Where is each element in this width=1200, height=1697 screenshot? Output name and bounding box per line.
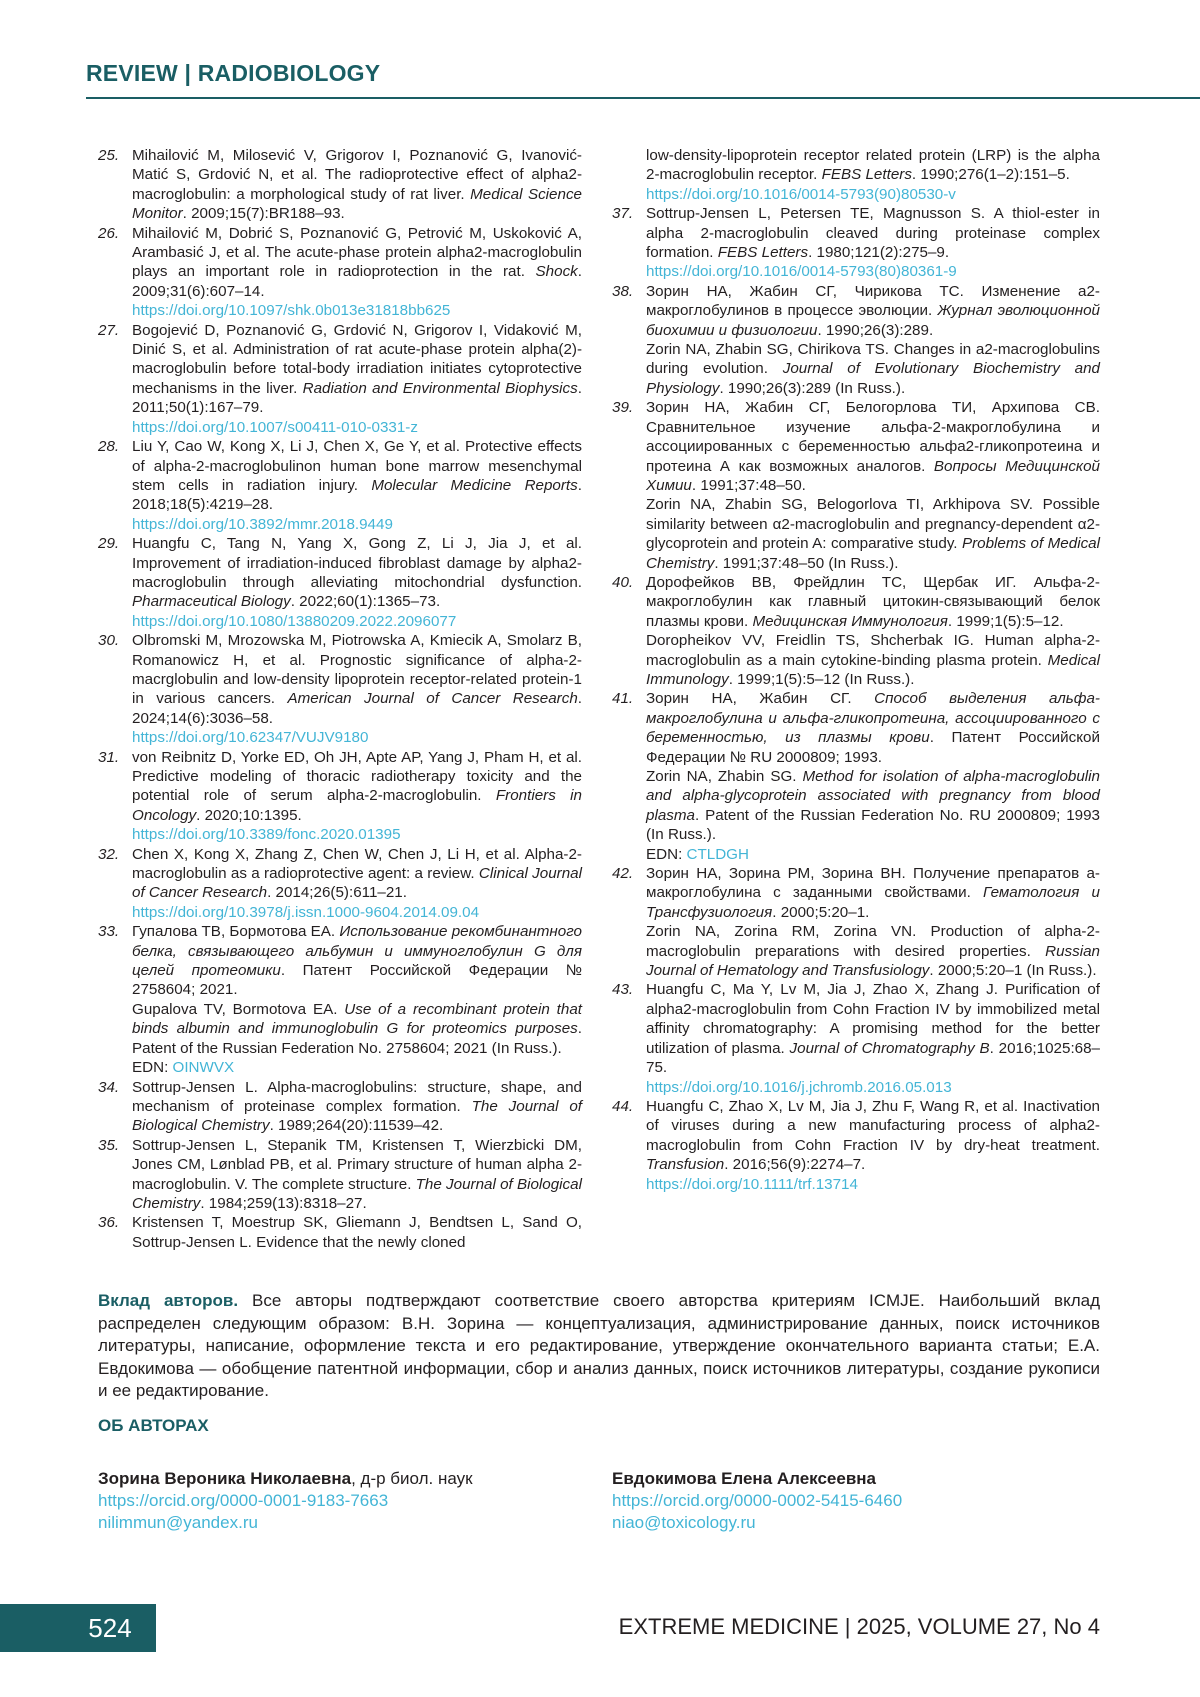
reference-number: 37. [612, 205, 634, 223]
reference-number: 29. [98, 535, 120, 553]
reference-number: 34. [98, 1078, 120, 1096]
reference-item [98, 845, 582, 923]
reference-text: Zorin NA, Zhabin SG, Chirikova TS. Changes in a2-macroglobulins during evolution. [646, 341, 1100, 378]
author-email-link[interactable]: nilimmun@yandex.ru [98, 1513, 258, 1532]
reference-text: low-density-lipoprotein receptor related protein (LRP) is the alpha 2-macroglobulin receptor. [646, 147, 1100, 184]
reference-source: Radiation and Environmental Biophysics [302, 379, 578, 397]
reference-source: Медицинская Иммунология [752, 612, 948, 630]
author-card [612, 1468, 902, 1534]
reference-source: Frontiers in Oncology [132, 787, 582, 824]
page-number-box [0, 1604, 156, 1652]
reference-item [98, 146, 582, 224]
author-orcid-link[interactable]: https://orcid.org/0000-0002-5415-6460 [612, 1491, 903, 1510]
reference-source: FEBS Letters [821, 166, 912, 184]
reference-link[interactable]: https://doi.org/10.1007/s00411-010-0331-z [132, 418, 418, 436]
reference-text: . 2011;50(1):167–79. [132, 379, 582, 417]
reference-item [612, 398, 1100, 573]
contribution-text: Все авторы подтверждают соответствие своего авторства критериям ICMJE. Наибольший вклад распределен следующим образом: В.Н. Зорина — концептуализация, администрирование данных, поиск источников литературы, написание, оформление текста и его редактирование, утверждение окончательного варианта статьи; Е.А. Евдокимова — обобщение патентной информации, сбор и анализ данных, поиск источников литературы, создание рукописи и ее редактирование. [98, 1291, 1100, 1401]
reference-link[interactable]: https://doi.org/10.3389/fonc.2020.01395 [132, 826, 401, 844]
reference-link[interactable]: https://doi.org/10.62347/VUJV9180 [132, 729, 369, 747]
reference-source: Journal of Chromatography B [789, 1039, 990, 1057]
reference-item [612, 689, 1100, 864]
reference-item [98, 922, 582, 1077]
reference-number: 28. [98, 438, 120, 456]
reference-text: Bogojević D, Poznanović G, Grdović N, Grigorov I, Vidaković M, Dinić S, et al. Administration of rat acute-phase protein alpha(2)-macroglobulin before total-body irradiation initiates cytoprotective mechanisms in the liver. [132, 321, 582, 397]
reference-source: Способ выделения альфа-макроглобулина и альфа-гликопротеина, ассоциированного с беременностью, из плазмы крови [646, 690, 1100, 747]
reference-item [612, 573, 1100, 689]
reference-text: EDN: [132, 1059, 173, 1077]
contribution-label: Вклад авторов. [98, 1291, 239, 1310]
reference-link[interactable]: https://doi.org/10.1080/13880209.2022.2096077 [132, 612, 457, 630]
reference-text: . 1990;26(3):289. [817, 321, 934, 339]
reference-text: Mihailović M, Dobrić S, Poznanović G, Petrović M, Uskoković A, Arambasić J, et al. The acute-phase protein alpha2-macroglobulin plays an important role in radioprotection in the rat. [132, 224, 582, 281]
reference-item [98, 1078, 582, 1136]
reference-source: Problems of Medical Chemistry [646, 535, 1100, 572]
author-degree: , д-р биол. наук [351, 1469, 473, 1488]
reference-source: Journal of Evolutionary Biochemistry and Physiology [646, 360, 1101, 397]
reference-text: . Патент Российской Федерации № RU 2000809; 1993. [646, 729, 1100, 766]
reference-text: . 1990;26(3):289 (In Russ.). [719, 379, 906, 397]
reference-source: American Journal of Cancer Research [287, 690, 578, 708]
author-card [98, 1468, 473, 1534]
reference-text: Mihailović M, Milosević V, Grigorov I, Poznanović G, Ivanović-Matić S, Grdović N, et al. The radioprotective effect of alpha2-macroglobulin: a morphological study of rat liver. [132, 147, 582, 203]
about-authors-heading: ОБ АВТОРАХ [98, 1416, 209, 1435]
reference-text: . 1984;259(13):8318–27. [200, 1194, 367, 1212]
author-email-link[interactable]: niao@toxicology.ru [612, 1513, 756, 1532]
reference-text: . 1999;1(5):5–12 (In Russ.). [728, 670, 915, 688]
reference-source: Гематология и Трансфузиология [646, 884, 1100, 921]
references-right-column [612, 146, 1100, 1194]
reference-text: . 2024;14(6):3036–58. [132, 690, 582, 727]
reference-item [98, 224, 582, 321]
reference-number: 27. [98, 321, 120, 339]
reference-text: Chen X, Kong X, Zhang Z, Chen W, Chen J, Li H, et al. Alpha-2-macroglobulin as a radioprotective agent: a review. [132, 845, 582, 883]
reference-number: 41. [612, 690, 634, 708]
author-orcid-link[interactable]: https://orcid.org/0000-0001-9183-7663 [98, 1491, 389, 1510]
reference-link[interactable]: https://doi.org/10.1111/trf.13714 [646, 1175, 858, 1193]
reference-item [612, 980, 1100, 1096]
reference-number: 39. [612, 399, 634, 417]
reference-source: Molecular Medicine Reports [371, 476, 578, 494]
reference-text: . 2000;5:20–1 (In Russ.). [929, 962, 1097, 980]
reference-text: Гупалова ТВ, Бормотова ЕА. [132, 923, 340, 941]
reference-text: Kristensen T, Moestrup SK, Gliemann J, Bendtsen L, Sand O, Sottrup-Jensen L. Evidence that the newly cloned [132, 1214, 582, 1251]
reference-text: . 1991;37:48–50. [691, 476, 806, 494]
reference-text: . 1999;1(5):5–12. [947, 612, 1064, 630]
references-left-column [98, 146, 582, 1252]
reference-item [612, 864, 1100, 980]
reference-link[interactable]: https://doi.org/10.1097/shk.0b013e31818bb625 [132, 302, 451, 320]
reference-number: 26. [98, 224, 120, 242]
reference-item [98, 631, 582, 747]
reference-text: Huangfu C, Zhao X, Lv M, Jia J, Zhu F, Wang R, et al. Inactivation of viruses during a new manufacturing process of alpha2-macroglobulin from Cohn Fraction IV by dry-heat treatment. [646, 1097, 1100, 1154]
reference-source: FEBS Letters [717, 244, 809, 262]
reference-text: Zorin NA, Zorina RM, Zorina VN. Production of alpha-2-macroglobulin preparations with desired properties. [646, 923, 1100, 960]
reference-text: Зорин НА, Жабин СГ. [646, 690, 875, 708]
reference-source: Журнал эволюционной биохимии и физиологии [646, 302, 1100, 339]
reference-number: 33. [98, 923, 120, 941]
reference-text: . 1991;37:48–50 (In Russ.). [714, 554, 899, 572]
reference-item [612, 204, 1100, 282]
reference-item [612, 282, 1100, 398]
reference-link[interactable]: OINWVX [172, 1059, 235, 1077]
reference-number: 43. [612, 981, 634, 999]
reference-text: . 2018;18(5):4219–28. [132, 476, 582, 514]
reference-item [612, 1097, 1100, 1194]
reference-item [98, 1136, 582, 1214]
reference-text: . 2016;1025:68–75. [646, 1039, 1101, 1077]
header-divider [86, 97, 1200, 99]
reference-number: 30. [98, 632, 120, 650]
reference-text: . 1980;121(2):275–9. [808, 244, 950, 262]
reference-text: Gupalova TV, Bormotova EA. [132, 1000, 345, 1018]
reference-text: Sottrup-Jensen L, Petersen TE, Magnusson S. A thiol-ester in alpha 2-macroglobulin cleaved during proteinase complex formation. [646, 205, 1100, 262]
reference-text: . 2009;31(6):607–14. [132, 263, 582, 300]
reference-text: . 2016;56(9):2274–7. [724, 1156, 866, 1174]
reference-item [612, 146, 1100, 204]
reference-text: Зорин НА, Зорина РМ, Зорина ВН. Получение препаратов а-макроглобулина с заданными свойствами. [646, 865, 1100, 902]
reference-number: 25. [98, 147, 120, 164]
reference-source: Russian Journal of Hematology and Transfusiology [646, 942, 1100, 980]
reference-text: . Patent of the Russian Federation No. 2758604; 2021 (In Russ.). [132, 1020, 582, 1057]
reference-item [98, 1213, 582, 1252]
reference-number: 44. [612, 1097, 634, 1115]
reference-text: . 1990;276(1–2):151–5. [911, 166, 1070, 184]
reference-text: . 2009;15(7):BR188–93. [182, 205, 345, 223]
reference-link[interactable]: https://doi.org/10.3892/mmr.2018.9449 [132, 515, 393, 533]
reference-source: Transfusion [646, 1156, 725, 1174]
reference-link[interactable]: https://doi.org/10.3978/j.issn.1000-9604.2014.09.04 [132, 903, 480, 921]
reference-source: Pharmaceutical Biology [132, 593, 291, 611]
reference-link[interactable]: CTLDGH [686, 845, 749, 863]
reference-text: Зорин НА, Жабин СГ, Чирикова ТС. Изменение a2-макроглобулинов в процессе эволюции. [646, 282, 1100, 320]
reference-text: Sottrup-Jensen L. Alpha-macroglobulins: structure, shape, and mechanism of proteinase complex formation. [132, 1078, 582, 1115]
reference-number: 40. [612, 573, 634, 591]
reference-text: Sottrup-Jensen L, Stepanik TM, Kristensen T, Wierzbicki DM, Jones CM, Lønblad PB, et al. Primary structure of human alpha 2-macroglobulin. V. The complete structure. [132, 1136, 582, 1193]
author-name: Зорина Вероника Николаевна [98, 1469, 352, 1488]
reference-number: 31. [98, 748, 120, 766]
reference-source: Method for isolation of alpha-macroglobulin and alpha-glycoprotein associated with pregnancy from blood plasma [646, 768, 1100, 824]
reference-text: . Патент Российской Федерации № 2758604; 2021. [132, 962, 582, 999]
reference-source: Shock [535, 263, 578, 281]
reference-source: The Journal of Biological Chemistry [132, 1175, 582, 1212]
reference-number: 32. [98, 845, 120, 863]
reference-number: 42. [612, 865, 634, 883]
reference-text: von Reibnitz D, Yorke ED, Oh JH, Apte AP, Yang J, Pham H, et al. Predictive modeling of thoracic radiotherapy toxicity and the potential role of serum alpha-2-macroglobulin. [132, 748, 582, 805]
author-name: Евдокимова Елена Алексеевна [612, 1469, 877, 1488]
reference-item [98, 748, 582, 845]
reference-text: Zorin NA, Zhabin SG. [646, 768, 803, 785]
reference-text: Huangfu C, Ma Y, Lv M, Jia J, Zhao X, Zhang J. Purification of alpha2-macroglobulin from Cohn Fraction IV by immobilized metal affinity chromatography: A promising method for the better utilization of plasma. [646, 981, 1100, 1057]
reference-text: Зорин НА, Жабин СГ, Белогорлова ТИ, Архипова СВ. Сравнительное изучение альфа-2-макроглобулина и ассоциированных с беременностью альфа2-гликопротеина и протеина А как возможных аналогов. [646, 399, 1100, 475]
reference-text: . 2000;5:20–1. [772, 903, 870, 921]
reference-link[interactable]: https://doi.org/10.1016/j.jchromb.2016.05.013 [646, 1078, 952, 1096]
reference-source: Вопросы Медицинской Химии [646, 457, 1100, 494]
reference-item [98, 534, 582, 631]
reference-number: 38. [612, 282, 634, 300]
reference-link[interactable]: https://doi.org/10.1016/0014-5793(80)80361-9 [646, 263, 957, 281]
reference-item [98, 321, 582, 437]
reference-text: . 2022;60(1):1365–73. [290, 593, 441, 611]
reference-text: . Patent of the Russian Federation No. RU 2000809; 1993 (In Russ.). [646, 806, 1100, 844]
reference-source: Use of a recombinant protein that binds albumin and immunoglobulin G for proteomics purposes [132, 1000, 582, 1038]
reference-text: Zorin NA, Zhabin SG, Belogorlova TI, Arkhipova SV. Possible similarity between α2-macroglobulin and pregnancy-dependent α2-glycoprotein and protein A: comparative study. [646, 496, 1100, 553]
page-number: 524 [88, 1613, 132, 1643]
reference-number: 36. [98, 1214, 120, 1232]
reference-text: Liu Y, Cao W, Kong X, Li J, Chen X, Ge Y, et al. Protective effects of alpha-2-macroglobulinon human bone marrow mesenchymal stem cells in radiation injury. [132, 438, 582, 494]
reference-link[interactable]: https://doi.org/10.1016/0014-5793(90)80530-v [646, 185, 956, 203]
reference-text: Doropheikov VV, Freidlin TS, Shcherbak IG. Human alpha-2-macroglobulin as a main cytokine-binding plasma protein. [646, 632, 1100, 669]
author-contribution [98, 1290, 1100, 1403]
reference-source: Medical Science Monitor [132, 185, 582, 223]
reference-text: Huangfu C, Tang N, Yang X, Gong Z, Li J, Jia J, et al. Improvement of irradiation-induced fibroblast damage by alpha2-macroglobulin through alleviating mitochondrial dysfunction. [132, 535, 582, 591]
section-header: REVIEW | RADIOBIOLOGY [86, 60, 381, 86]
reference-text: . 1989;264(20):11539–42. [269, 1117, 444, 1135]
reference-source: The Journal of Biological Chemistry [132, 1097, 582, 1135]
reference-source: Использование рекомбинантного белка, связывающего альбумин и иммуноглобулин G для целей протеомики [132, 923, 582, 980]
reference-text: Olbromski M, Mrozowska M, Piotrowska A, Kmiecik A, Smolarz B, Romanowicz H, et al. Prognostic significance of alpha-2-macrglobulin and low-density lipoprotein receptor-related protein-1 in various cancers. [132, 632, 582, 708]
reference-number: 35. [98, 1136, 120, 1154]
reference-source: Medical Immunology [646, 651, 1100, 688]
reference-text: EDN: [646, 845, 687, 863]
reference-text: Дорофейков ВВ, Фрейдлин ТС, Щербак ИГ. Альфа-2-макроглобулин как главный цитокин-связывающий белок плазмы крови. [646, 573, 1100, 630]
reference-text: . 2020;10:1395. [196, 806, 302, 824]
reference-item [98, 437, 582, 534]
reference-source: Clinical Journal of Cancer Research [132, 865, 582, 902]
journal-footer: EXTREME MEDICINE | 2025, VOLUME 27, No 4 [618, 1614, 1100, 1639]
reference-text: . 2014;26(5):611–21. [267, 884, 407, 902]
